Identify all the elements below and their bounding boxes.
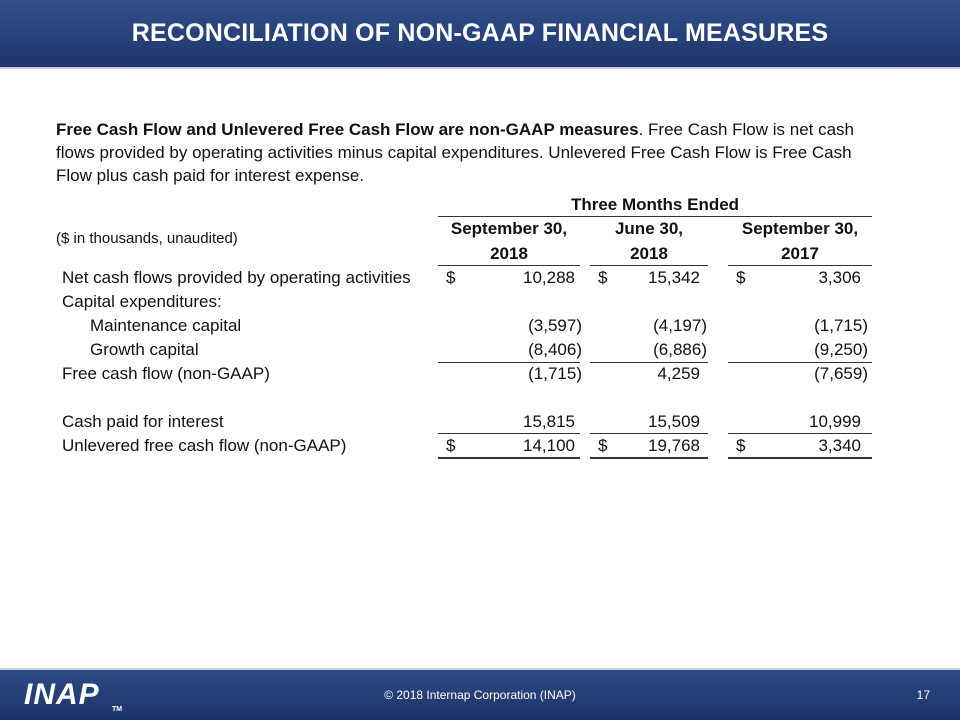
column-header-rule (728, 265, 872, 266)
cell-value: 10,999 (809, 412, 861, 431)
cell-value: (1,715) (528, 364, 582, 383)
subtotal-rule (438, 362, 580, 363)
cell-value: 19,768 (648, 436, 700, 455)
row-label: Free cash flow (non-GAAP) (62, 364, 270, 383)
row-label: Maintenance capital (90, 316, 242, 335)
cell-value: 14,100 (523, 436, 575, 455)
column-header-line1: September 30, (450, 219, 568, 238)
column-header-line2: 2018 (490, 244, 528, 263)
period-header: Three Months Ended (570, 195, 740, 214)
cell-value: 10,288 (523, 268, 575, 287)
page-number: 17 (916, 688, 930, 702)
cell-value: 3,306 (818, 268, 861, 287)
row-label: Cash paid for interest (62, 412, 224, 431)
cell-value: (3,597) (528, 316, 582, 335)
column-header-line2: 2017 (781, 244, 819, 263)
dollar-sign: $ (598, 436, 608, 455)
row-label: Growth capital (90, 340, 199, 359)
cell-value: 15,815 (523, 412, 575, 431)
cell-value: (1,715) (814, 316, 868, 335)
row-label: Net cash flows provided by operating activities (62, 268, 411, 287)
copyright-text: © 2018 Internap Corporation (INAP) (384, 688, 576, 702)
cell-value: (6,886) (653, 340, 707, 359)
total-rule-top (438, 433, 580, 434)
subtotal-rule (590, 362, 708, 363)
row-label: Unlevered free cash flow (non-GAAP) (62, 436, 347, 455)
total-rule-top (728, 433, 872, 434)
column-header-line1: September 30, (741, 219, 859, 238)
column-header-line2: 2018 (630, 244, 668, 263)
cell-value: (4,197) (653, 316, 707, 335)
period-header-rule (438, 216, 872, 217)
cell-value: 15,342 (648, 268, 700, 287)
cell-value: 4,259 (657, 364, 700, 383)
column-header-rule (438, 265, 580, 266)
dollar-sign: $ (598, 268, 608, 287)
dollar-sign: $ (736, 268, 746, 287)
inap-logo: INAP (24, 678, 100, 711)
dollar-sign: $ (446, 268, 456, 287)
total-rule-top (590, 433, 708, 434)
cell-value: 15,509 (648, 412, 700, 431)
intro-text: . Free Cash Flow is net cash flows provided by operating activities minus capital expenditures. Unlevered Free Cash Flow is Free Cash Flow plus cash paid for interest expense. (56, 120, 855, 185)
dollar-sign: $ (736, 436, 746, 455)
subtotal-rule (728, 362, 872, 363)
units-note: ($ in thousands, unaudited) (56, 230, 238, 247)
total-rule-bottom (728, 457, 872, 459)
row-label: Capital expenditures: (62, 292, 222, 311)
total-rule-bottom (438, 457, 580, 459)
cell-value: (9,250) (814, 340, 868, 359)
dollar-sign: $ (446, 436, 456, 455)
column-header-line1: June 30, (614, 219, 684, 238)
trademark-mark: TM (112, 706, 123, 713)
cell-value: (7,659) (814, 364, 868, 383)
intro-bold-text: Free Cash Flow and Unlevered Free Cash Flow are non-GAAP measures (56, 120, 639, 139)
slide-footer (0, 668, 960, 720)
total-rule-bottom (590, 457, 708, 459)
slide-title: RECONCILIATION OF NON-GAAP FINANCIAL MEASURES (131, 19, 829, 47)
cell-value: (8,406) (528, 340, 582, 359)
cell-value: 3,340 (818, 436, 861, 455)
column-header-rule (590, 265, 708, 266)
